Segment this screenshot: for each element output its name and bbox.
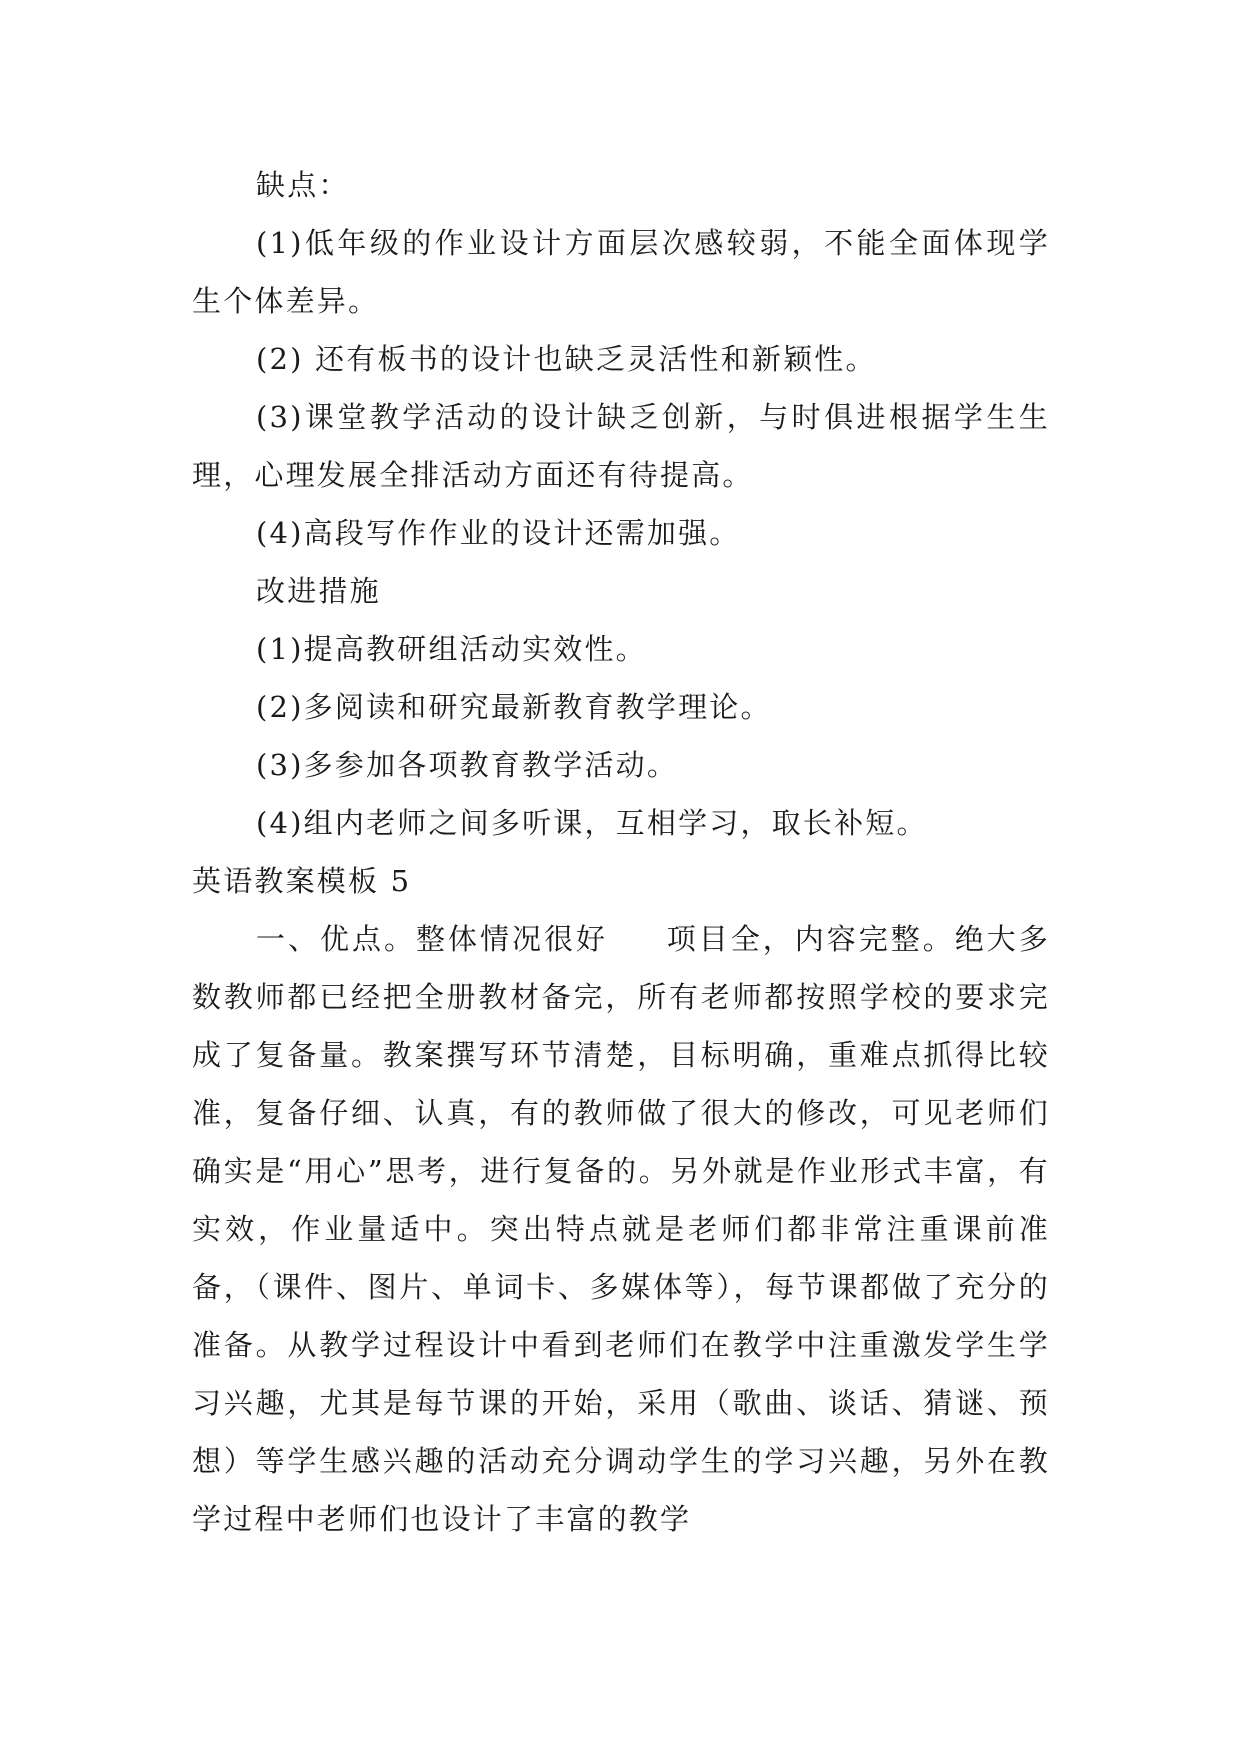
improvement-item-4: (4)组内老师之间多听课，互相学习，取长补短。 xyxy=(256,806,928,840)
improvement-item-2: (2)多阅读和研究最新教育教学理论。 xyxy=(256,690,772,724)
template-title: 英语教案模板 5 xyxy=(192,864,412,898)
shortcoming-item-3: (3)课堂教学活动的设计缺乏创新，与时俱进根据学生生理，心理发展全排活动方面还有待提高。 xyxy=(192,400,1050,492)
improvement-label: 改进措施 xyxy=(256,574,381,608)
body-lead: 一、优点。整体情况很好 xyxy=(256,922,608,956)
improvement-item-1: (1)提高教研组活动实效性。 xyxy=(256,632,647,666)
shortcoming-item-1: (1)低年级的作业设计方面层次感较弱，不能全面体现学生个体差异。 xyxy=(192,226,1050,318)
improvement-item-3: (3)多参加各项教育教学活动。 xyxy=(256,748,679,782)
shortcoming-item-2: (2) 还有板书的设计也缺乏灵活性和新颖性。 xyxy=(256,342,877,376)
body-rest: 项目全，内容完整。绝大多数教师都已经把全册教材备完，所有老师都按照学校的要求完成了复备量。教案撰写环节清楚，目标明确，重难点抓得比较准，复备仔细、认真，有的教师做了很大的修改，可见老师们确实是“用心”思考，进行复备的。另外就是作业形式丰富，有实效，作业量适中。突出特点就是老师们都非常注重课前准备，（课件、图片、单词卡、多媒体等），每节课都做了充分的准备。从教学过程设计中看到老师们在教学中注重激发学生学习兴趣，尤其是每节课的开始，采用（歌曲、谈话、猜谜、预想）等学生感兴趣的活动充分调动学生的学习兴趣，另外在教学过程中老师们也设计了丰富的教学 xyxy=(192,922,1050,1536)
document-content xyxy=(192,156,1050,1548)
shortcomings-label: 缺点： xyxy=(256,168,350,202)
shortcoming-item-4: (4)高段写作作业的设计还需加强。 xyxy=(256,516,741,550)
body-paragraph xyxy=(192,910,1050,1548)
